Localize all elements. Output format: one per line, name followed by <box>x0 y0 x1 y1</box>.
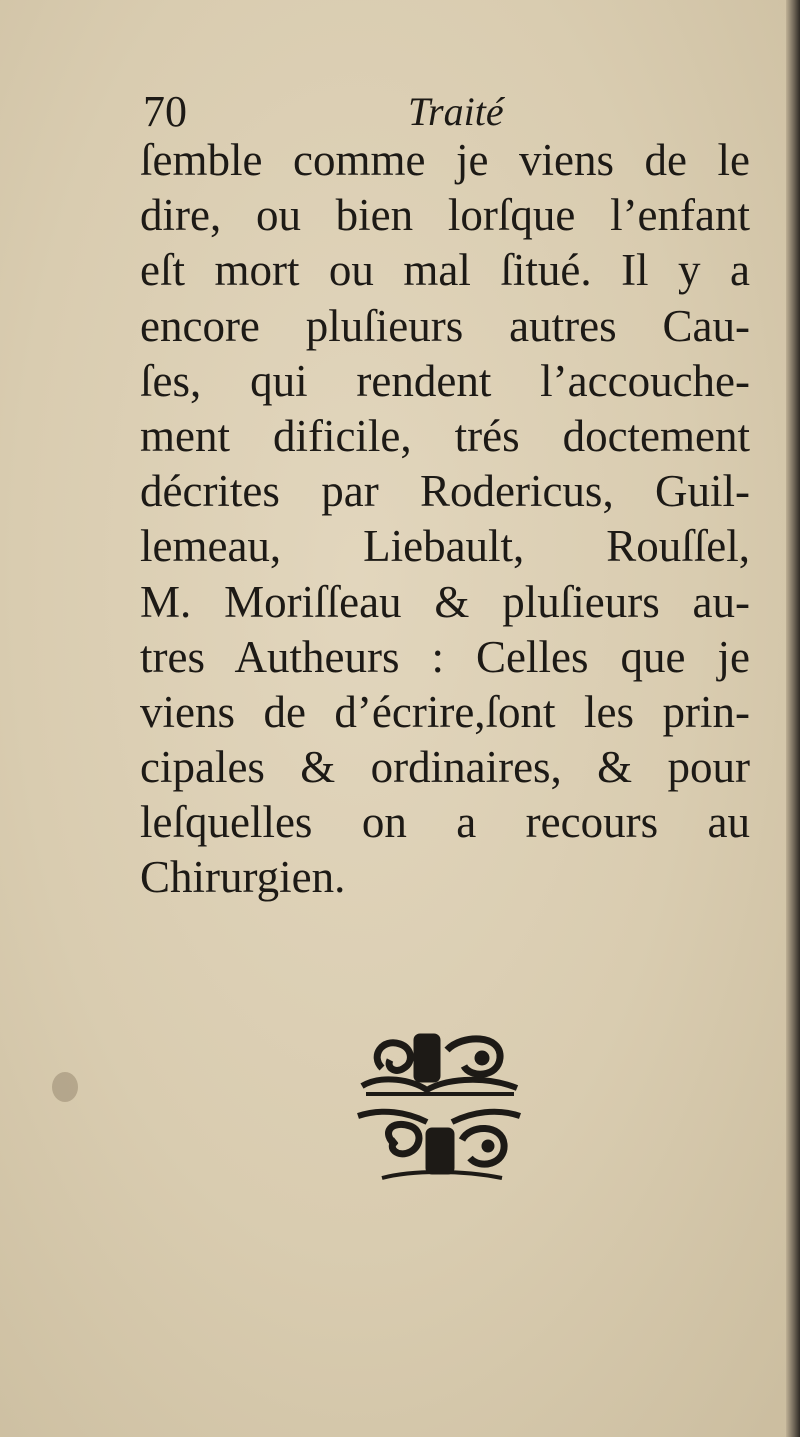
text-line: leſquelles on a recours au <box>140 797 750 848</box>
page-number: 70 <box>143 87 187 136</box>
text-line: viens de d’écrire,ſont les prin- <box>140 686 750 737</box>
text-line: ſemble comme je viens de le <box>140 135 750 185</box>
running-head: Traité <box>408 89 504 134</box>
text-line: lemeau, Liebault, Rouſſel, <box>140 521 750 572</box>
text-line: dire, ou bien lorſque l’enfant <box>140 190 750 241</box>
text-line: ment dificile, trés doctement <box>140 410 750 461</box>
text-line: eſt mort ou mal ſitué. Il y a <box>140 245 750 296</box>
text-line: M. Moriſſeau & pluſieurs au- <box>140 576 750 627</box>
text-line: Chirurgien. <box>140 852 346 903</box>
paper-stain <box>52 1072 78 1102</box>
text-line: cipales & ordinaires, & pour <box>140 742 750 793</box>
body-text <box>140 133 750 906</box>
printers-fleuron-icon <box>352 1028 527 1188</box>
text-line: tres Autheurs : Celles que je <box>140 631 750 682</box>
text-line: ſes, qui rendent l’accouche- <box>140 355 750 406</box>
text-line: décrites par Rodericus, Guil- <box>140 466 750 517</box>
text-line: encore pluſieurs autres Cau- <box>140 300 750 351</box>
page-edge-shadow <box>786 0 800 1437</box>
